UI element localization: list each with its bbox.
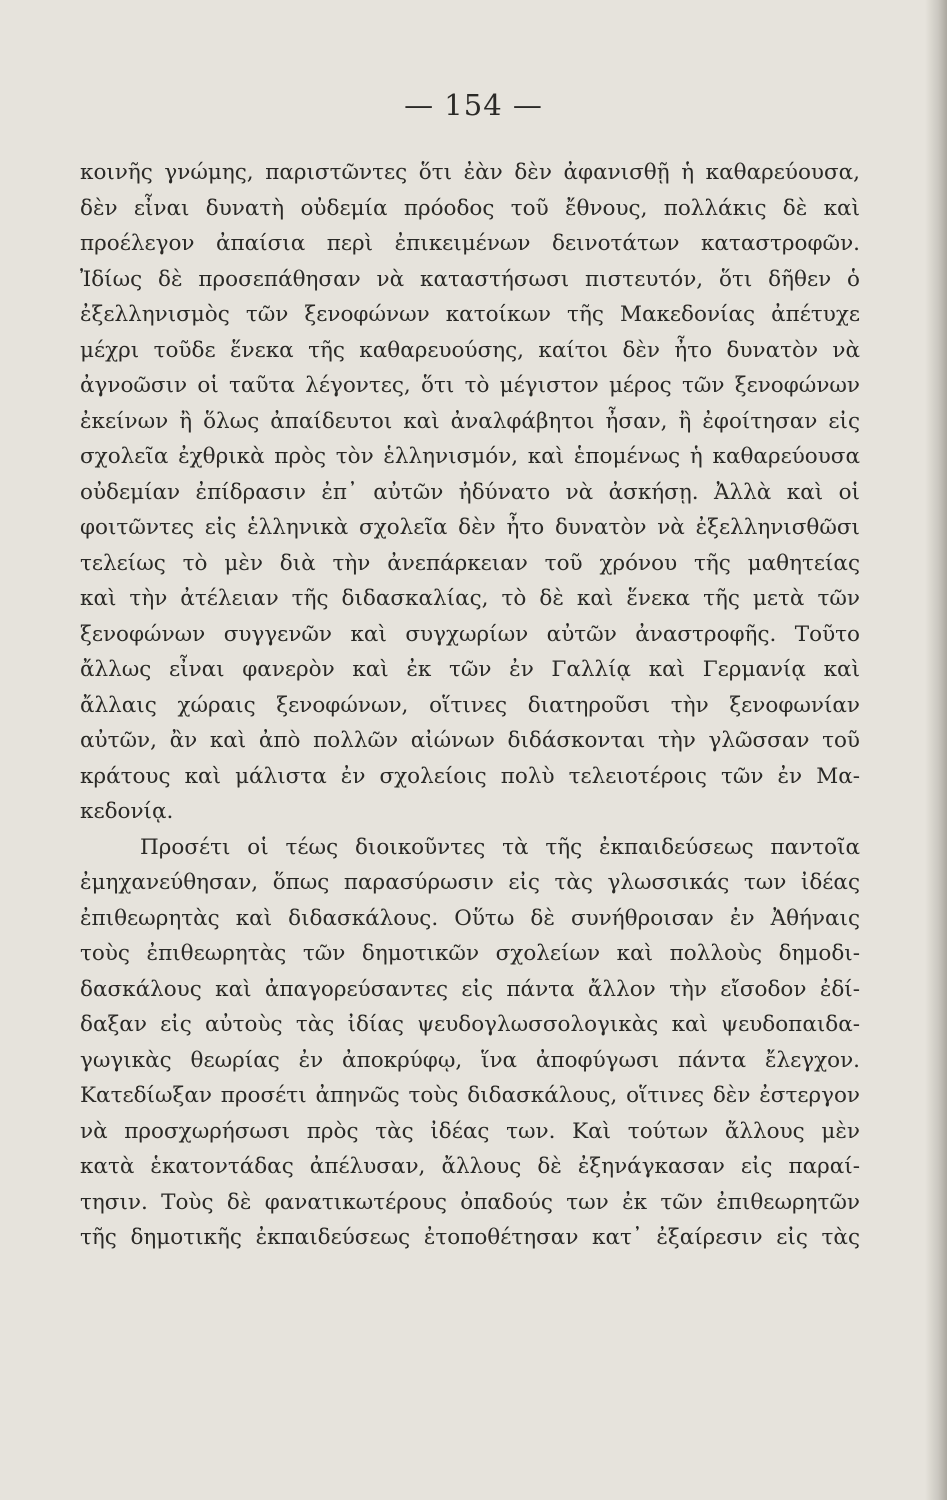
text-line: δασκάλους καὶ ἀπαγορεύσαντες εἰς πάντα ἄλλον τὴν εἴσοδον ἐδί- — [80, 976, 860, 1002]
text-line: ἀγνοῶσιν οἱ ταῦτα λέγοντες, ὅτι τὸ μέγιστον μέρος τῶν ξενοφώνων — [80, 373, 860, 398]
text-line: σχολεῖα ἐχθρικὰ πρὸς τὸν ἑλληνισμόν, καὶ ἑπομένως ἡ καθαρεύουσα — [80, 444, 860, 469]
text-line: ξενοφώνων συγγενῶν καὶ συγχωρίων αὐτῶν ἀναστροφῆς. Τοῦτο — [80, 621, 860, 647]
text-line: ἐμηχανεύθησαν, ὅπως παρασύρωσιν εἰς τὰς γλωσσικάς των ἰδέας — [80, 870, 860, 895]
text-line: καὶ τὴν ἀτέλειαν τῆς διδασκαλίας, τὸ δὲ καὶ ἕνεκα τῆς μετὰ τῶν — [80, 586, 860, 611]
text-line: προέλεγον ἀπαίσια περὶ ἐπικειμένων δεινοτάτων καταστροφῶν. — [80, 231, 860, 256]
text-line: οὐδεμίαν ἐπίδρασιν ἐπ᾿ αὐτῶν ἠδύνατο νὰ ἀσκήσῃ. Ἀλλὰ καὶ οἱ — [80, 479, 860, 505]
text-line: τῆς δημοτικῆς ἐκπαιδεύσεως ἐτοποθέτησαν κατ᾿ ἐξαίρεσιν εἰς τὰς — [80, 1225, 860, 1250]
text-line: ἐκείνων ἢ ὅλως ἀπαίδευτοι καὶ ἀναλφάβητοι ἦσαν, ἢ ἐφοίτησαν εἰς — [80, 408, 860, 434]
text-line: Κατεδίωξαν προσέτι ἀπηνῶς τοὺς διδασκάλους, οἵτινες δὲν ἐστεργον — [80, 1083, 860, 1108]
text-line: κεδονίᾳ. — [80, 799, 174, 824]
text-line: δὲν εἶναι δυνατὴ οὐδεμία πρόοδος τοῦ ἔθνους, πολλάκις δὲ καὶ — [80, 195, 860, 221]
text-line: φοιτῶντες εἰς ἑλληνικὰ σχολεῖα δὲν ἦτο δυνατὸν νὰ ἐξελληνισθῶσι — [80, 515, 860, 540]
text-line: μέχρι τοῦδε ἕνεκα τῆς καθαρευούσης, καίτοι δὲν ἦτο δυνατὸν νὰ — [80, 337, 860, 363]
text-line: τησιν. Τοὺς δὲ φανατικωτέρους ὀπαδούς των ἐκ τῶν ἐπιθεωρητῶν — [80, 1189, 860, 1215]
text-line: τοὺς ἐπιθεωρητὰς τῶν δημοτικῶν σχολείων καὶ πολλοὺς δημοδι- — [80, 941, 860, 966]
text-line: δαξαν εἰς αὐτοὺς τὰς ἰδίας ψευδογλωσσολογικὰς καὶ ψευδοπαιδα- — [80, 1012, 860, 1037]
text-line: νὰ προσχωρήσωσι πρὸς τὰς ἰδέας των. Καὶ τούτων ἄλλους μὲν — [80, 1118, 860, 1144]
text-line: κράτους καὶ μάλιστα ἐν σχολείοις πολὺ τελειοτέροις τῶν ἐν Μα- — [80, 763, 860, 789]
page-edge-shadow — [925, 0, 947, 1500]
text-line: τελείως τὸ μὲν διὰ τὴν ἀνεπάρκειαν τοῦ χρόνου τῆς μαθητείας — [80, 550, 860, 576]
text-line: ἐξελληνισμὸς τῶν ξενοφώνων κατοίκων τῆς Μακεδονίας ἀπέτυχε — [80, 302, 860, 327]
text-line: κοινῆς γνώμης, παριστῶντες ὅτι ἐὰν δὲν ἀφανισθῇ ἡ καθαρεύουσα, — [80, 160, 860, 185]
text-line: Ἰδίως δὲ προσεπάθησαν νὰ καταστήσωσι πιστευτόν, ὅτι δῆθεν ὁ — [80, 266, 860, 292]
text-line: ἄλλως εἶναι φανερὸν καὶ ἐκ τῶν ἐν Γαλλίᾳ καὶ Γερμανίᾳ καὶ — [80, 657, 860, 682]
page-number: — 154 — — [404, 88, 543, 122]
paragraph-first-line: Προσέτι οἱ τέως διοικοῦντες τὰ τῆς ἐκπαιδεύσεως παντοῖα — [140, 834, 860, 860]
body-text — [80, 155, 860, 1256]
text-line: γωγικὰς θεωρίας ἐν ἀποκρύφῳ, ἵνα ἀποφύγωσι πάντα ἔλεγχον. — [80, 1047, 860, 1073]
text-line: ἄλλαις χώραις ξενοφώνων, οἵτινες διατηροῦσι τὴν ξενοφωνίαν — [80, 692, 860, 718]
text-line: ἐπιθεωρητὰς καὶ διδασκάλους. Οὕτω δὲ συνήθροισαν ἐν Ἀθήναις — [80, 905, 860, 931]
text-line: κατὰ ἑκατοντάδας ἀπέλυσαν, ἄλλους δὲ ἐξηνάγκασαν εἰς παραί- — [80, 1154, 860, 1179]
text-line: αὐτῶν, ἂν καὶ ἀπὸ πολλῶν αἰώνων διδάσκονται τὴν γλῶσσαν τοῦ — [80, 728, 860, 753]
